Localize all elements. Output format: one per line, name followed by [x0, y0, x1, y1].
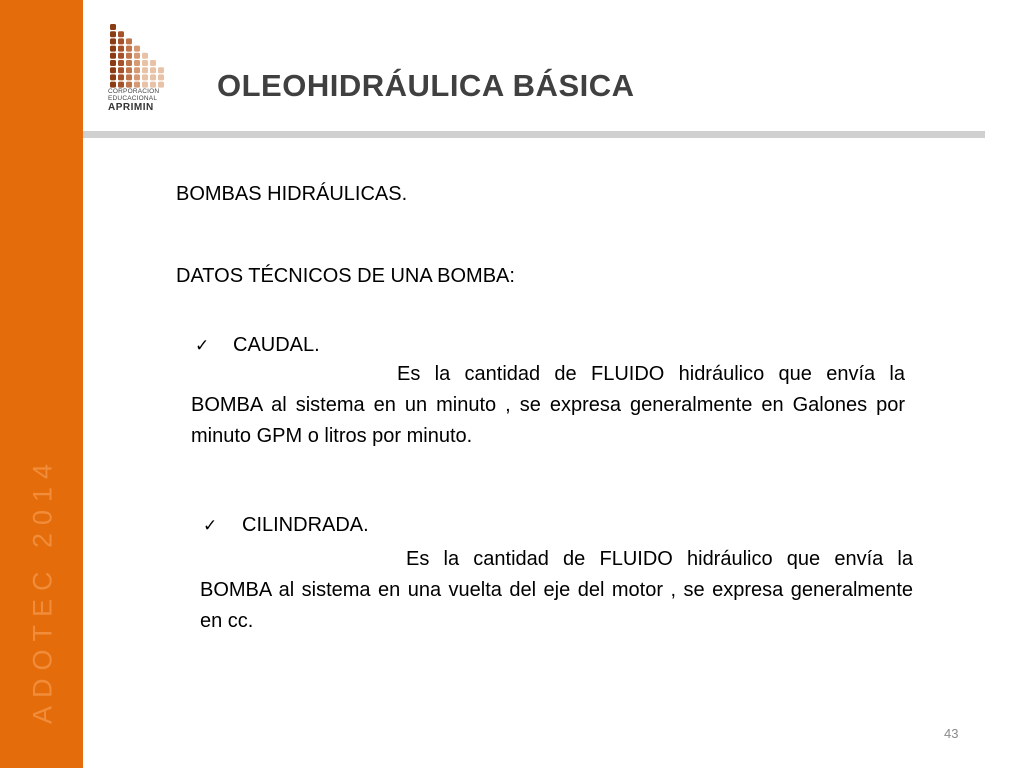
logo-dot — [110, 60, 116, 66]
logo-dot — [126, 46, 132, 52]
logo-dot — [126, 82, 132, 88]
logo-dot — [158, 67, 164, 73]
logo-dot — [150, 67, 156, 73]
slide-title: OLEOHIDRÁULICA BÁSICA — [217, 68, 635, 103]
logo-dot — [134, 53, 140, 59]
logo-dot — [126, 74, 132, 80]
logo-dot — [142, 74, 148, 80]
logo-text — [108, 88, 174, 113]
item-text-caudal: Es la cantidad de FLUIDO hidráulico que envía la BOMBA al sistema en un minuto , se expresa generalmente en Galones por minuto GPM o litros por minuto. — [191, 363, 905, 447]
logo-dot — [118, 38, 124, 44]
logo-dot — [110, 82, 116, 88]
logo-dot — [126, 60, 132, 66]
logo-dot — [150, 74, 156, 80]
subsection-heading: DATOS TÉCNICOS DE UNA BOMBA: — [176, 265, 515, 287]
logo-dot — [110, 67, 116, 73]
logo-line-2: EDUCACIONAL — [108, 95, 158, 102]
logo-dot — [118, 31, 124, 37]
logo-dot — [118, 67, 124, 73]
checkmark-icon: ✓ — [203, 516, 218, 536]
item-text-cilindrada: Es la cantidad de FLUIDO hidráulico que envía la BOMBA al sistema en una vuelta del eje del motor , se expresa generalmente en cc. — [200, 548, 913, 632]
logo-dot — [110, 31, 116, 37]
section-heading: BOMBAS HIDRÁULICAS. — [176, 183, 408, 205]
item-title-cilindrada: CILINDRADA. — [242, 514, 369, 536]
logo-dot — [134, 82, 140, 88]
logo-dot-pattern — [110, 24, 164, 88]
title-divider — [83, 131, 985, 138]
logo-dot — [118, 53, 124, 59]
logo-dot — [158, 74, 164, 80]
logo-dot — [142, 53, 148, 59]
logo-dot — [110, 74, 116, 80]
logo-brand: APRIMIN — [108, 102, 154, 113]
logo-dot — [150, 82, 156, 88]
page-number: 43 — [944, 726, 959, 741]
logo-dot — [134, 60, 140, 66]
logo-dot — [134, 67, 140, 73]
logo-line-1: CORPORACION — [108, 88, 160, 95]
side-band — [0, 0, 83, 768]
logo-dot — [126, 38, 132, 44]
logo-dot — [110, 53, 116, 59]
logo-dot — [158, 82, 164, 88]
logo-dot — [118, 82, 124, 88]
logo-dot — [142, 67, 148, 73]
logo-dot — [126, 53, 132, 59]
logo-dot — [118, 74, 124, 80]
side-band-text: ADOTEC 2014 — [27, 455, 58, 725]
logo-dot — [118, 46, 124, 52]
logo-dot — [110, 24, 116, 30]
logo-dot — [134, 74, 140, 80]
logo-dot — [142, 60, 148, 66]
item-title-caudal: CAUDAL. — [233, 334, 320, 356]
logo-dot — [142, 82, 148, 88]
logo-dot — [118, 60, 124, 66]
logo-dot — [110, 46, 116, 52]
logo-dot — [134, 46, 140, 52]
logo-dot — [126, 67, 132, 73]
logo-dot — [110, 38, 116, 44]
logo-dot — [150, 60, 156, 66]
checkmark-icon: ✓ — [195, 336, 210, 356]
